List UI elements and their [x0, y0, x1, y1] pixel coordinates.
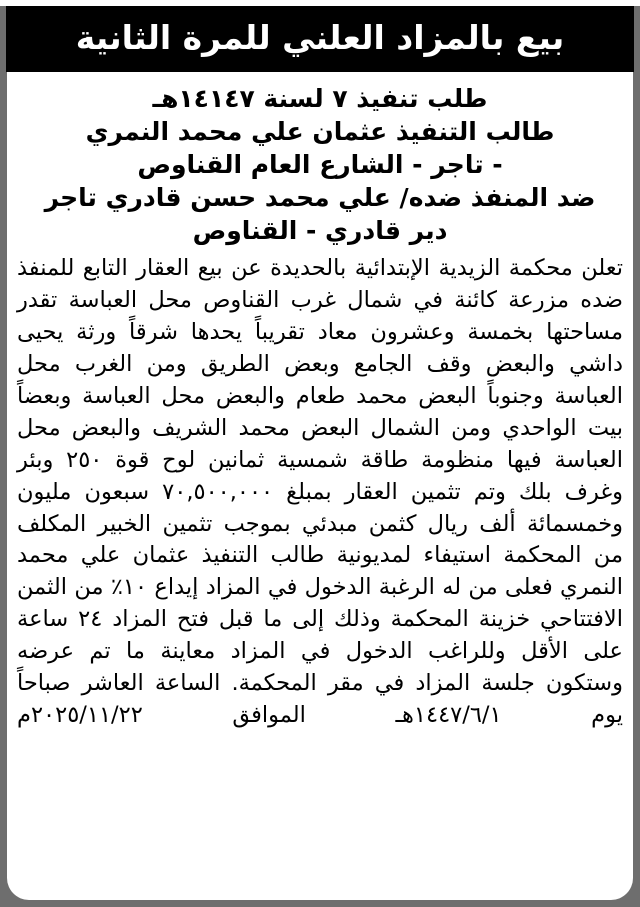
- notice-body-paragraph: تعلن محكمة الزيدية الإبتدائية بالحديدة عن بيع العقار التابع للمنفذ ضده مزرعة كائنة في شمال غرب القناوص محل العباسة تقدر مساحتها بخمسة وعشرون معاد تقريباً يحدها شرقاً ورثة يحيى داشي والبعض وقف الجامع وبعض الطريق ومن الغرب محل العباسة وجنوباً البعض محمد طعام والبعض محل العباسة وبعضاً بيت الواحدي ومن الشمال البعض محمد الشريف والبعض محل العباسة فيها منظومة طاقة شمسية ثمانين لوح قوة ٢٥٠ وبئر وغرف بلك وتم تثمين العقار بمبلغ ٧٠,٥٠٠,٠٠٠ سبعون مليون وخمسمائة ألف ريال كثمن مبدئي بموجب تثمين الخبير المكلف من المحكمة استيفاء لمديونية طالب التنفيذ عثمان علي محمد النمري فعلى من له الرغبة الدخول في المزاد إيداع ١٠٪ من الثمن الافتتاحي خزينة المحكمة وذلك إلى ما قبل فتح المزاد ٢٤ ساعة على الأقل وللراغب الدخول في المزاد معاينة ما تم عرضه وستكون جلسة المزاد في مقر المحكمة. الساعة العاشر صباحاً يوم ١٤٤٧/٦/١هـ الموافق ٢٠٢٥/١١/٢٢م: [17, 255, 624, 729]
- heading-creditor-address: - تاجر - الشارع العام القناوص: [137, 150, 503, 179]
- notice-banner: [6, 6, 634, 72]
- notice-card-wrapper: [0, 72, 640, 907]
- heading-case-number: طلب تنفيذ ٧ لسنة ١٤١٤٧هـ: [152, 84, 488, 113]
- notice-card: [7, 72, 633, 900]
- heading-block: [16, 82, 624, 249]
- heading-debtor-info: ضد المنفذ ضده/ علي محمد حسن قادري تاجر دير قادري - القناوص: [44, 183, 596, 245]
- heading-creditor-name: طالب التنفيذ عثمان علي محمد النمري: [85, 117, 555, 146]
- banner-title: بيع بالمزاد العلني للمرة الثانية: [75, 17, 565, 57]
